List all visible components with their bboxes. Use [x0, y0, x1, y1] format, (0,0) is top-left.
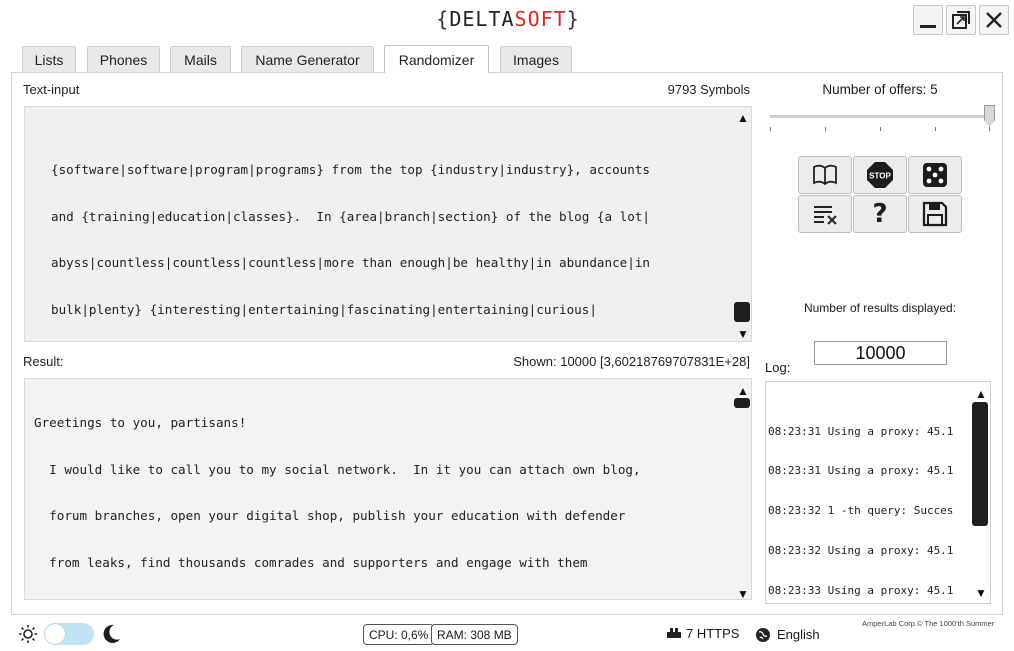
- tab-mails[interactable]: [170, 46, 231, 72]
- symbol-count: 9793 Symbols: [667, 82, 750, 97]
- offers-label: Number of offers: 5: [822, 82, 938, 97]
- tab-randomizer[interactable]: [384, 45, 489, 73]
- input-text-lines: [51, 131, 751, 342]
- input-line: and {training|education|classes}. In {area|branch|section} of the blog {a lot|: [51, 208, 650, 224]
- tab-label: Phones: [99, 51, 148, 68]
- app-logo: [436, 5, 580, 33]
- ram-usage: RAM: 308 MB: [431, 624, 518, 645]
- result-output-area[interactable]: [24, 378, 752, 600]
- close-icon: [984, 10, 1004, 30]
- result-scroll-thumb[interactable]: [734, 398, 750, 408]
- dice-icon: [922, 162, 948, 188]
- log-line: 08:23:33 Using a proxy: 45.1: [768, 584, 954, 598]
- close-button[interactable]: [979, 5, 1009, 35]
- logo-brace-right: }: [566, 7, 580, 31]
- slider-tick: [825, 127, 826, 131]
- sun-icon: [18, 624, 38, 649]
- log-line: 08:23:32 1 -th query: Succes: [768, 504, 954, 518]
- tab-label: Name Generator: [255, 51, 360, 68]
- https-count: 7 HTTPS: [686, 626, 740, 641]
- stop-button[interactable]: [853, 156, 907, 194]
- logo-brace-left: {: [436, 7, 450, 31]
- result-scroll-down-button[interactable]: ▼: [737, 587, 749, 601]
- result-line: forum branches, open your digital shop, publish your education with defender: [34, 508, 626, 523]
- log-scroll-down-button[interactable]: ▼: [975, 586, 987, 600]
- offers-slider-track[interactable]: [770, 115, 994, 118]
- slider-tick: [770, 127, 771, 131]
- clear-list-button[interactable]: [798, 195, 852, 233]
- tab-name-generator[interactable]: [241, 46, 374, 72]
- tab-label: Randomizer: [398, 51, 475, 68]
- dice-button[interactable]: [908, 156, 962, 194]
- results-displayed-input[interactable]: 10000: [814, 341, 947, 365]
- help-button[interactable]: [853, 195, 907, 233]
- minimize-icon: [918, 10, 938, 30]
- input-scroll-thumb[interactable]: [734, 302, 750, 322]
- input-scroll-down-button[interactable]: ▼: [737, 327, 749, 341]
- clear-list-icon: [811, 202, 839, 226]
- tab-label: Mails: [184, 51, 217, 68]
- input-label: Text-input: [23, 82, 80, 97]
- log-line: 08:23:31 Using a proxy: 45.1: [768, 464, 954, 478]
- result-line: I would like to call you to my social network. In it you can attach own blog,: [34, 461, 641, 477]
- slider-tick: [935, 127, 936, 131]
- copyright-text: AmperLab Corp.© The 1000'th Summer: [862, 619, 995, 628]
- tab-label: Images: [513, 51, 559, 68]
- log-scroll-up-button[interactable]: ▲: [975, 387, 987, 401]
- input-scroll-up-button[interactable]: ▲: [737, 111, 749, 125]
- slider-tick: [989, 127, 990, 131]
- save-button[interactable]: [908, 195, 962, 233]
- restore-button[interactable]: [946, 5, 976, 35]
- results-displayed-label: Number of results displayed:: [803, 301, 957, 315]
- globe-icon[interactable]: [755, 627, 771, 648]
- tab-phones[interactable]: [87, 46, 160, 72]
- text-input-area[interactable]: [24, 106, 752, 342]
- stop-icon-text: STOP: [869, 171, 891, 181]
- result-line: from leaks, find thousands comrades and supporters and engage with them: [34, 554, 588, 570]
- result-scroll-up-button[interactable]: ▲: [737, 384, 749, 398]
- tab-label: Lists: [34, 51, 64, 68]
- log-scroll-thumb[interactable]: [972, 402, 988, 526]
- log-line: 08:23:31 Using a proxy: 45.1: [768, 424, 954, 438]
- theme-toggle-knob[interactable]: [45, 624, 65, 644]
- input-line: bulk|plenty} {interesting|entertaining|fascinating|entertaining|curious|: [51, 301, 597, 317]
- input-line: abyss|countless|countless|countless|more than enough|be healthy|in abundance|in: [51, 255, 650, 270]
- proxy-icon: [666, 626, 682, 645]
- help-icon: ?: [872, 199, 888, 229]
- save-icon: [922, 201, 948, 227]
- shown-count: Shown: 10000 [3,60218769707831E+28]: [513, 354, 750, 369]
- tab-lists[interactable]: [22, 46, 76, 72]
- language-selector[interactable]: English: [777, 627, 820, 642]
- book-icon: [811, 163, 839, 187]
- moon-icon: [100, 623, 122, 650]
- minimize-button[interactable]: [913, 5, 943, 35]
- tab-images[interactable]: [500, 46, 572, 72]
- logo-soft: SOFT: [514, 7, 567, 31]
- book-button[interactable]: [798, 156, 852, 194]
- logo-delta: DELTA: [449, 7, 515, 31]
- restore-icon: [951, 10, 971, 30]
- cpu-usage: CPU: 0,6%: [363, 624, 434, 645]
- result-line: Greetings to you, partisans!: [34, 415, 247, 430]
- log-line: 08:23:32 Using a proxy: 45.1: [768, 544, 954, 558]
- log-area[interactable]: [765, 381, 991, 604]
- log-label: Log:: [765, 360, 791, 375]
- result-label: Result:: [23, 354, 64, 369]
- input-line: {software|software|program|programs} from the top {industry|industry}, accounts: [51, 162, 650, 177]
- stop-icon: [866, 161, 894, 189]
- slider-tick: [880, 127, 881, 131]
